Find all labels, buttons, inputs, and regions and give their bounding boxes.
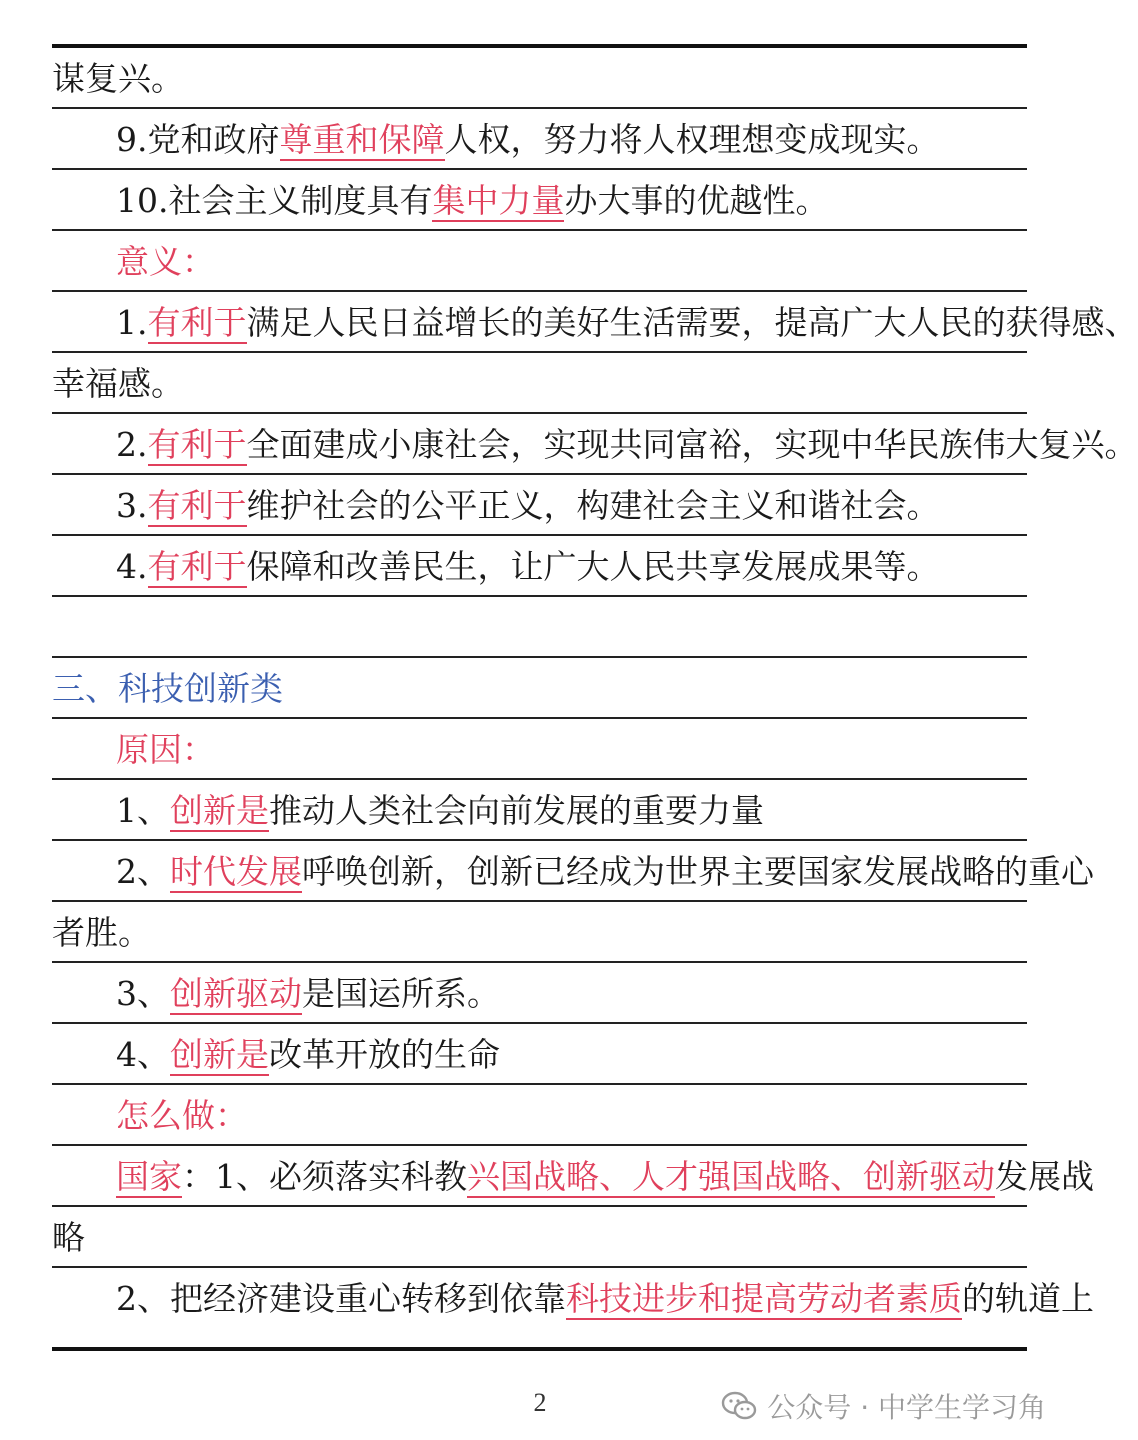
text-line-8 — [52, 475, 1027, 536]
text-run: 2、 — [116, 852, 170, 891]
text-line-2 — [52, 109, 1027, 170]
text-line-21 — [52, 1268, 1094, 1329]
page-number: 2 — [533, 1388, 547, 1417]
text-run: 办大事的优越性。 — [564, 181, 829, 220]
text-line-9 — [52, 536, 1027, 597]
highlight-run: 科技进步和提高劳动者素质 — [566, 1279, 962, 1318]
heading-run: 原因： — [116, 730, 215, 769]
highlight-run: 创新驱动 — [170, 974, 302, 1013]
heading-reasons — [52, 719, 1027, 780]
highlight-run: 有利于 — [147, 486, 247, 525]
text-run: 的轨道上 — [962, 1279, 1094, 1318]
highlight-run: 尊重和保障 — [279, 120, 445, 159]
text-line-1 — [52, 48, 1027, 109]
text-run: 2. — [116, 425, 148, 464]
heading-significance — [52, 231, 1027, 292]
blank-line — [52, 597, 1027, 658]
text-line-13 — [52, 780, 1027, 841]
highlight-run: 兴国战略、人才强国战略、创新驱动 — [467, 1157, 995, 1196]
wechat-icon — [721, 1390, 757, 1422]
watermark-text: 公众号 · 中学生学习角 — [767, 1391, 1046, 1424]
text-run: ：1、必须落实科教 — [182, 1157, 467, 1196]
text-line-19 — [52, 1146, 1094, 1207]
text-run: 呼唤创新，创新已经成为世界主要国家发展战略的重心 — [302, 852, 1094, 891]
text-line-17 — [52, 1024, 1027, 1085]
text-run: 4. — [116, 547, 148, 586]
text-line-5 — [52, 292, 1138, 353]
heading-how-to — [52, 1085, 1027, 1146]
bottom-rule — [52, 1347, 1027, 1351]
text-run: 10.社会主义制度具有 — [116, 181, 433, 220]
text-run: 维护社会的公平正义，构建社会主义和谐社会。 — [246, 486, 940, 525]
text-run: 9.党和政府 — [116, 120, 280, 159]
text-line-7 — [52, 414, 1138, 475]
text-run: 3. — [116, 486, 148, 525]
text-run: 幸福感。 — [52, 364, 184, 403]
heading-run: 怎么做： — [116, 1096, 248, 1135]
text-run: 是国运所系。 — [302, 974, 500, 1013]
text-run: 全面建成小康社会，实现共同富裕，实现中华民族伟大复兴。 — [246, 425, 1138, 464]
text-line-15 — [52, 902, 1027, 963]
text-line-14 — [52, 841, 1094, 902]
text-line-16 — [52, 963, 1027, 1024]
text-run: 改革开放的生命 — [269, 1035, 500, 1074]
text-run: 4、 — [116, 1035, 170, 1074]
text-run: 者胜。 — [52, 913, 151, 952]
section-title: 三、科技创新类 — [52, 669, 283, 708]
highlight-run: 有利于 — [147, 425, 247, 464]
highlight-run: 集中力量 — [432, 181, 565, 220]
highlight-run: 国家 — [116, 1157, 182, 1196]
highlight-run: 创新是 — [170, 1035, 269, 1074]
highlight-run: 时代发展 — [170, 852, 302, 891]
text-run: 1. — [116, 303, 148, 342]
highlight-run: 创新是 — [170, 791, 269, 830]
text-line-20 — [52, 1207, 1027, 1268]
text-run: 1、 — [116, 791, 170, 830]
text-run: 推动人类社会向前发展的重要力量 — [269, 791, 764, 830]
text-run: 发展战 — [995, 1157, 1094, 1196]
text-run: 保障和改善民生，让广大人民共享发展成果等。 — [246, 547, 940, 586]
section-heading — [52, 658, 1027, 719]
highlight-run: 有利于 — [147, 303, 247, 342]
watermark — [721, 1386, 1046, 1426]
text-run: 满足人民日益增长的美好生活需要，提高广大人民的获得感、 — [246, 303, 1138, 342]
text-line-3 — [52, 170, 1027, 231]
text-line-6 — [52, 353, 1027, 414]
text-run: 谋复兴。 — [52, 59, 184, 98]
text-run: 人权，努力将人权理想变成现实。 — [444, 120, 940, 159]
text-run: 2、把经济建设重心转移到依靠 — [116, 1279, 566, 1318]
text-run: 3、 — [116, 974, 170, 1013]
text-run: 略 — [52, 1218, 85, 1257]
heading-run: 意义： — [116, 242, 215, 281]
highlight-run: 有利于 — [147, 547, 247, 586]
